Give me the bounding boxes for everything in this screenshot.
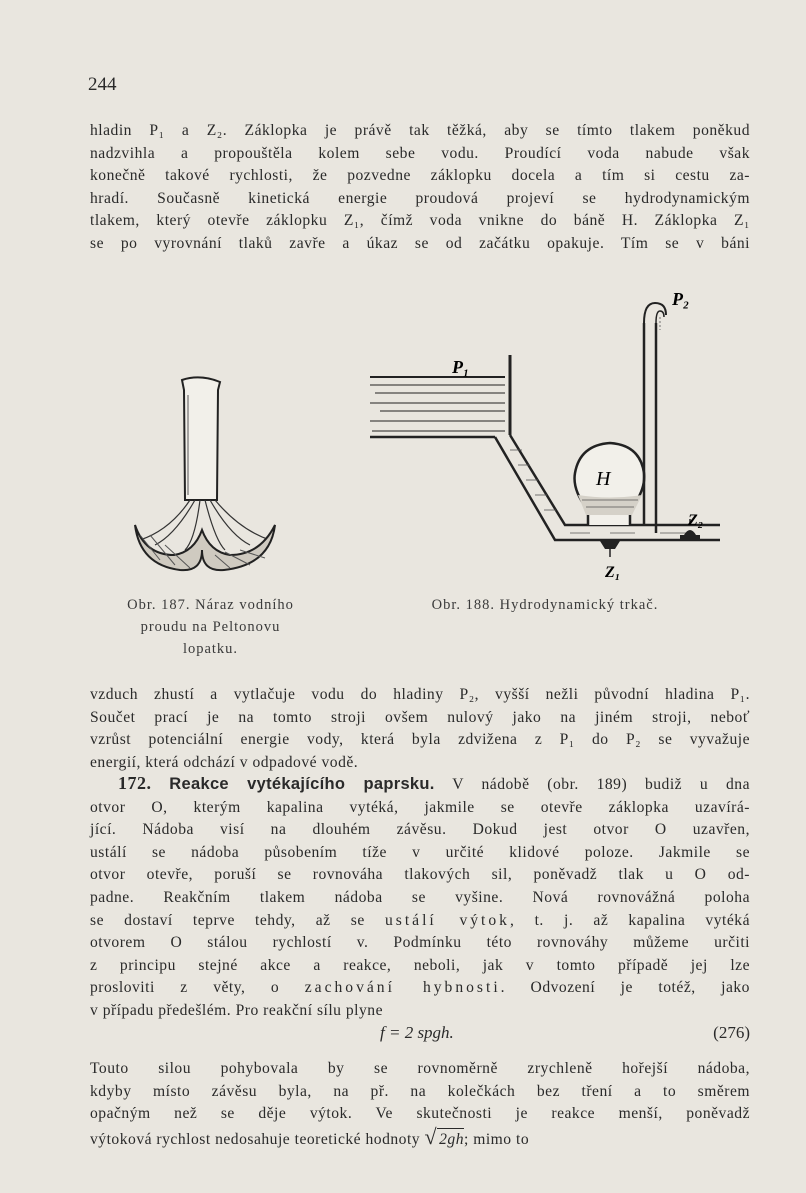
text-line bbox=[90, 977, 750, 1000]
caption-line: Obr. 187. Náraz vodního bbox=[127, 597, 294, 613]
label-h: H bbox=[596, 468, 611, 490]
figure-187-pelton-bucket bbox=[120, 370, 320, 580]
text-line: hradí. Současně kinetická energie proudová projeví se hydrodynamickým bbox=[90, 189, 750, 207]
text-line: kdyby místo závěsu byla, na př. na kolečkách bez tření a to směrem bbox=[90, 1082, 750, 1100]
text-line: tlakem, který otevře záklopku Z₁, čímž voda vnikne do báně H. Záklopka Z₁ bbox=[90, 212, 750, 230]
text-line: jící. Nádoba visí na dlouhém závěsu. Dokud jest otvor O uzavřen, bbox=[90, 821, 750, 839]
page-number: 244 bbox=[88, 74, 117, 95]
text-fragment: prosloviti z věty, o bbox=[90, 979, 280, 997]
text-line: otvor O, kterým kapalina vytéká, jakmile se otevře záklopka uzavírá- bbox=[90, 798, 750, 816]
text-line: se po vyrovnání tlaků zavře a úkaz se od začátku opakuje. Tím se v báni bbox=[90, 234, 750, 252]
equation-276 bbox=[90, 1023, 750, 1047]
paragraph-3 bbox=[90, 1058, 750, 1151]
text-fragment: se dostaví teprve tehdy, až se bbox=[90, 911, 365, 929]
caption-fig-188: Obr. 188. Hydrodynamický trkač. bbox=[431, 597, 659, 613]
text-line: z principu stejné akce a reakce, neboli, jak v tomto případě jej lze bbox=[90, 956, 750, 974]
emphasis-text: zachování hybnosti bbox=[304, 979, 501, 997]
section-172 bbox=[90, 772, 750, 1023]
paragraph-2 bbox=[90, 684, 750, 774]
text-line: ustálí se nádoba působením tíže v určité klidové poloze. Jakmile se bbox=[90, 843, 750, 861]
figure-188-hydraulic-ram bbox=[360, 285, 720, 585]
equation-number: (276) bbox=[713, 1023, 750, 1042]
caption-line: lopatku. bbox=[182, 641, 239, 657]
text-line: konečně takové rychlosti, že pozvedne záklopku docela a tím si cestu za- bbox=[90, 167, 750, 185]
text-line: Touto silou pohybovala by se rovnoměrně zrychleně hořejší nádoba, bbox=[90, 1060, 750, 1077]
text-line: padne. Reakčním tlakem nádoba se vyšine. Nová rovnovážná poloha bbox=[90, 888, 750, 906]
text-fragment: V nádobě (obr. 189) budiž u dna bbox=[452, 776, 750, 793]
section-title: Reakce vytékajícího paprsku. bbox=[169, 775, 435, 793]
text-line: hladin P₁ a Z₂. Záklopka je právě tak těžká, aby se tímto tlakem poněkud bbox=[90, 122, 750, 139]
text-line: opačným než se děje výtok. Ve skutečnosti je reakce menší, poněvadž bbox=[90, 1105, 750, 1123]
text-line: otvorem O stálou rychlostí v. Podmínku této rovnováhy můžeme určiti bbox=[90, 934, 750, 952]
caption-fig-187 bbox=[88, 594, 333, 660]
section-number: 172. bbox=[118, 773, 152, 793]
label-p2: P₂ bbox=[672, 289, 690, 309]
text-fragment: ; mimo to bbox=[463, 1130, 530, 1148]
text-line: vzduch zhustí a vytlačuje vodu do hladiny P₂, vyšší nežli původní hladina P₁. bbox=[90, 686, 750, 703]
text-line: energií, která odchází v odpadové vodě. bbox=[90, 753, 359, 771]
text-line: otvor otevře, poruší se rovnováha tlakových sil, poněvadž tlak u O od- bbox=[90, 866, 750, 884]
emphasis-text: ustálí výtok bbox=[384, 911, 510, 929]
text-line: nadzvihla a propouštěla kolem sebe vodu. Proudící voda nabude však bbox=[90, 144, 750, 162]
equation-body: f = 2 spgh. bbox=[380, 1023, 454, 1042]
text-fragment: výtoková rychlost nedosahuje teoretické hodnoty bbox=[90, 1130, 421, 1148]
text-line: Součet prací je na tomto stroji ovšem nulový jako na jiném stroji, neboť bbox=[90, 708, 750, 726]
paragraph-1 bbox=[90, 120, 750, 256]
label-z1: Z₁ bbox=[605, 564, 621, 581]
section-heading-line bbox=[90, 772, 750, 797]
text-fragment: , t. j. až kapalina vytéká bbox=[509, 911, 750, 929]
sqrt-argument: 2gh bbox=[437, 1128, 464, 1152]
text-fragment: . Odvození je totéž, jako bbox=[500, 979, 750, 997]
text-line: vzrůst potenciální energie vody, která byla zdvižena z P₁ do P₂ se vyvažuje bbox=[90, 731, 750, 749]
label-z2: Z₂ bbox=[688, 512, 704, 529]
text-line: v případu předešlém. Pro reakční sílu plyne bbox=[90, 1001, 384, 1019]
label-p1: P₁ bbox=[452, 357, 470, 377]
caption-line: proudu na Peltonovu bbox=[140, 619, 281, 635]
sqrt-symbol: √ bbox=[424, 1123, 438, 1149]
text-line bbox=[90, 910, 750, 933]
text-line bbox=[90, 1123, 750, 1152]
